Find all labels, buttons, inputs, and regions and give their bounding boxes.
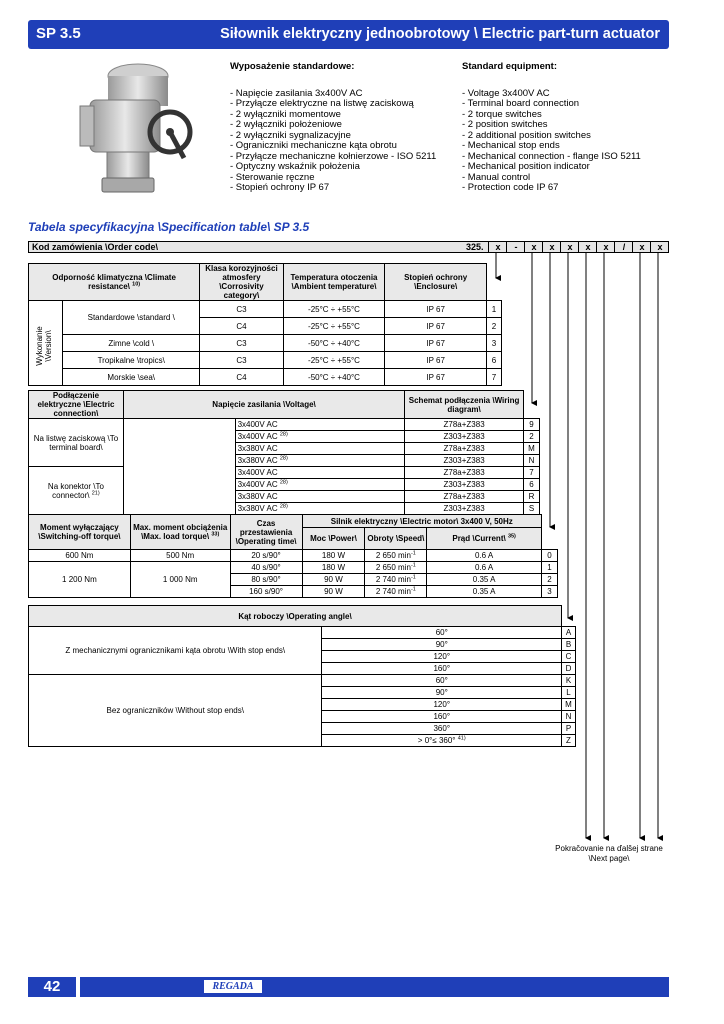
table-cell: 20 s/90°	[230, 550, 302, 562]
code-cell: L	[562, 687, 576, 699]
code-cell: S	[523, 503, 539, 515]
table-cell: Z78a+Z383	[405, 443, 524, 455]
table-cell: 160 s/90°	[230, 586, 302, 598]
without-stop-ends-cell: Bez ograniczników \Without stop ends\	[29, 675, 322, 747]
table-cell: C3	[200, 301, 283, 318]
code-cell: 2	[523, 431, 539, 443]
table-cell: C3	[200, 335, 283, 352]
load-torque-header: Max. moment obciążenia \Max. load torque\ $^{33)}$	[130, 515, 230, 550]
code-cell: N	[562, 711, 576, 723]
list-item: - Przyłącze elektryczne na listwę zaciskową	[230, 98, 414, 109]
code-cell: B	[562, 639, 576, 651]
wiring-header: Schemat podłączenia \Wiring diagram\	[405, 391, 524, 419]
code-cell: P	[562, 723, 576, 735]
power-header: Moc \Power\	[302, 528, 365, 550]
order-code-cell: x	[488, 241, 507, 253]
order-code-prefix: 325.	[466, 242, 484, 252]
code-cell: 3	[486, 335, 501, 352]
table-cell: 2 740 $\min^{-1}$	[365, 574, 427, 586]
code-cell: 2	[541, 574, 557, 586]
code-cell: M	[562, 699, 576, 711]
table-cell: -25°C ÷ +55°C	[283, 318, 385, 335]
list-item: - Protection code IP 67	[462, 182, 559, 193]
table-cell: Z303+Z383	[405, 479, 524, 491]
table-cell: 60°	[322, 627, 562, 639]
standard-equipment-pl-heading: Wyposażenie standardowe:	[230, 61, 355, 72]
list-item: - Ograniczniki mechaniczne kąta obrotu	[230, 140, 397, 151]
version-label: Wykonanie \Version\	[35, 326, 53, 366]
order-code-cell: x	[632, 241, 651, 253]
table-cell: 3x380V AC $^{28)}$	[235, 503, 405, 515]
table-cell: -25°C ÷ +55°C	[283, 301, 385, 318]
table-cell: 3x380V AC	[235, 491, 405, 503]
code-cell: D	[562, 663, 576, 675]
list-item: - Mechanical connection - flange ISO 5211	[462, 150, 641, 162]
operating-time-header: Czas przestawienia \Operating time\	[230, 515, 302, 550]
order-code-cell: x	[542, 241, 561, 253]
table-cell: C4	[200, 369, 283, 386]
list-item: - Manual control	[462, 171, 531, 183]
climate-header: Odporność klimatyczna \Climate resistance\ $^{10)}$	[29, 264, 200, 301]
table-cell: 3x380V AC $^{28)}$	[235, 455, 405, 467]
code-cell: R	[523, 491, 539, 503]
table-cell: 500 Nm	[130, 550, 230, 562]
table-cell: Zimne \cold \	[63, 335, 200, 352]
code-cell: 6	[523, 479, 539, 491]
table-cell: 90 W	[302, 586, 365, 598]
table-cell: Z303+Z383	[405, 503, 524, 515]
code-cell: Z	[562, 735, 576, 747]
table-cell: 3x400V AC $^{28)}$	[235, 479, 405, 491]
list-item: - 2 torque switches	[462, 108, 542, 120]
code-cell: 1	[541, 562, 557, 574]
table-cell: 90 W	[302, 574, 365, 586]
table-cell: 0.6 A	[427, 550, 542, 562]
code-cell: 1	[486, 301, 501, 318]
table-cell: > 0°≤ 360° $^{41)}$	[322, 735, 562, 747]
list-item: - 2 wyłączniki położeniowe	[230, 119, 342, 130]
code-cell: A	[562, 627, 576, 639]
code-cell: 7	[486, 369, 501, 386]
table-cell: 1 200 Nm	[29, 562, 131, 598]
table-cell: 180 W	[302, 550, 365, 562]
table-cell: 0.35 A	[427, 586, 542, 598]
table-cell: 120°	[322, 651, 562, 663]
voltage-header: Napięcie zasilania \Voltage\	[123, 391, 404, 419]
order-code-cell: x	[578, 241, 597, 253]
table-cell: 2 740 $\min^{-1}$	[365, 586, 427, 598]
list-item: - 2 additional position switches	[462, 129, 591, 141]
with-stop-ends-cell: Z mechanicznymi ogranicznikami kąta obrotu \With stop ends\	[29, 627, 322, 675]
table-cell: 160°	[322, 711, 562, 723]
list-item: - 2 position switches	[462, 119, 548, 130]
table-cell: 3x400V AC	[235, 419, 405, 431]
table-cell: 120°	[322, 699, 562, 711]
code-cell: 6	[486, 352, 501, 369]
regada-logo: REGADA	[204, 980, 262, 993]
table-cell: IP 67	[385, 352, 487, 369]
table-cell: IP 67	[385, 369, 487, 386]
table-cell: 2 650 $\min^{-1}$	[365, 562, 427, 574]
table-cell: Morskie \sea\	[63, 369, 200, 386]
order-code-cell: x	[650, 241, 669, 253]
table-cell: 40 s/90°	[230, 562, 302, 574]
table-cell: -25°C ÷ +55°C	[283, 352, 385, 369]
code-cell: 9	[523, 419, 539, 431]
table-cell: IP 67	[385, 318, 487, 335]
code-cell: 0	[541, 550, 557, 562]
code-cell: 2	[486, 318, 501, 335]
continue-note: Pokračovanie na ďalšej strane \Next page\	[555, 844, 663, 863]
terminal-board-cell: Na listwę zaciskową \To terminal board\	[29, 419, 124, 467]
order-code-cell: x	[596, 241, 615, 253]
list-item: - 2 wyłączniki sygnalizacyjne	[230, 129, 351, 141]
table-cell: C3	[200, 352, 283, 369]
table-cell: 0.35 A	[427, 574, 542, 586]
list-item: - Voltage 3x400V AC	[462, 87, 550, 99]
table-cell: Z78a+Z383	[405, 491, 524, 503]
table-cell: Z78a+Z383	[405, 419, 524, 431]
order-code-label: Kod zamówienia \Order code\	[32, 242, 159, 252]
standard-equipment-en-heading: Standard equipment:	[462, 61, 558, 72]
list-item: - 2 wyłączniki momentowe	[230, 108, 341, 120]
list-item: - Napięcie zasilania 3x400V AC	[230, 87, 363, 99]
order-code-cell: x	[560, 241, 579, 253]
table-cell: Z303+Z383	[405, 455, 524, 467]
order-code-cell: -	[506, 241, 525, 253]
speed-header: Obroty \Speed\	[365, 528, 427, 550]
enclosure-header: Stopień ochrony \Enclosure\	[385, 264, 487, 301]
list-item: - Optyczny wskaźnik położenia	[230, 161, 360, 172]
section-title: Tabela specyfikacyjna \Specification table\ SP 3.5	[28, 220, 310, 234]
table-cell: 90°	[322, 639, 562, 651]
corrosion-header: Klasa korozyjności atmosfery \Corrosivity category\	[200, 264, 283, 301]
table-cell: -50°C ÷ +40°C	[283, 369, 385, 386]
table-cell: 1 000 Nm	[130, 562, 230, 598]
table-cell: 3x400V AC	[235, 467, 405, 479]
table-cell: Standardowe \standard \	[63, 301, 200, 335]
table-cell: IP 67	[385, 301, 487, 318]
code-cell: 3	[541, 586, 557, 598]
table-cell: IP 67	[385, 335, 487, 352]
operating-angle-header: Kąt roboczy \Operating angle\	[29, 606, 562, 627]
table-cell: 90°	[322, 687, 562, 699]
list-item: - Terminal board connection	[462, 98, 580, 109]
table-cell: 160°	[322, 663, 562, 675]
connector-cell: Na konektor \To connector\ $^{21)}$	[29, 467, 124, 515]
list-item: - Mechanical stop ends	[462, 140, 560, 151]
list-item: - Stopień ochrony IP 67	[230, 182, 330, 193]
current-header: Prąd \Current\ $^{35)}$	[427, 528, 542, 550]
list-item: - Mechanical position indicator	[462, 161, 590, 172]
table-cell: -50°C ÷ +40°C	[283, 335, 385, 352]
table-cell: 600 Nm	[29, 550, 131, 562]
table-cell: Tropikalne \tropics\	[63, 352, 200, 369]
table-cell: 60°	[322, 675, 562, 687]
page-number: 42	[28, 977, 76, 997]
code-cell: K	[562, 675, 576, 687]
table-cell: 80 s/90°	[230, 574, 302, 586]
table-cell: C4	[200, 318, 283, 335]
table-cell: Z303+Z383	[405, 431, 524, 443]
table-cell: Z78a+Z383	[405, 467, 524, 479]
page-title: Siłownik elektryczny jednoobrotowy \ Electric part-turn actuator	[220, 26, 660, 42]
connection-header: Podłączenie elektryczne \Electric connection\	[29, 391, 124, 419]
list-item: - Sterowanie ręczne	[230, 171, 315, 183]
product-code: SP 3.5	[36, 25, 81, 42]
footer-bar	[80, 977, 669, 997]
table-cell: 3x400V AC $^{28)}$	[235, 431, 405, 443]
temperature-header: Temperatura otoczenia \Ambient temperature\	[283, 264, 385, 301]
switching-torque-header: Moment wyłączający \Switching-off torque\	[29, 515, 131, 550]
table-cell: 2 650 $\min^{-1}$	[365, 550, 427, 562]
table-cell: 180 W	[302, 562, 365, 574]
code-cell: C	[562, 651, 576, 663]
list-item: - Przyłącze mechaniczne kołnierzowe - ISO 5211	[230, 150, 437, 162]
code-cell: M	[523, 443, 539, 455]
order-code-cell: x	[524, 241, 543, 253]
code-cell: 7	[523, 467, 539, 479]
table-cell: 360°	[322, 723, 562, 735]
code-cell: N	[523, 455, 539, 467]
motor-header: Silnik elektryczny \Electric motor\ 3x400 V, 50Hz	[302, 515, 541, 528]
table-cell: 0.6 A	[427, 562, 542, 574]
table-cell: 3x380V AC	[235, 443, 405, 455]
order-code-cell: /	[614, 241, 633, 253]
